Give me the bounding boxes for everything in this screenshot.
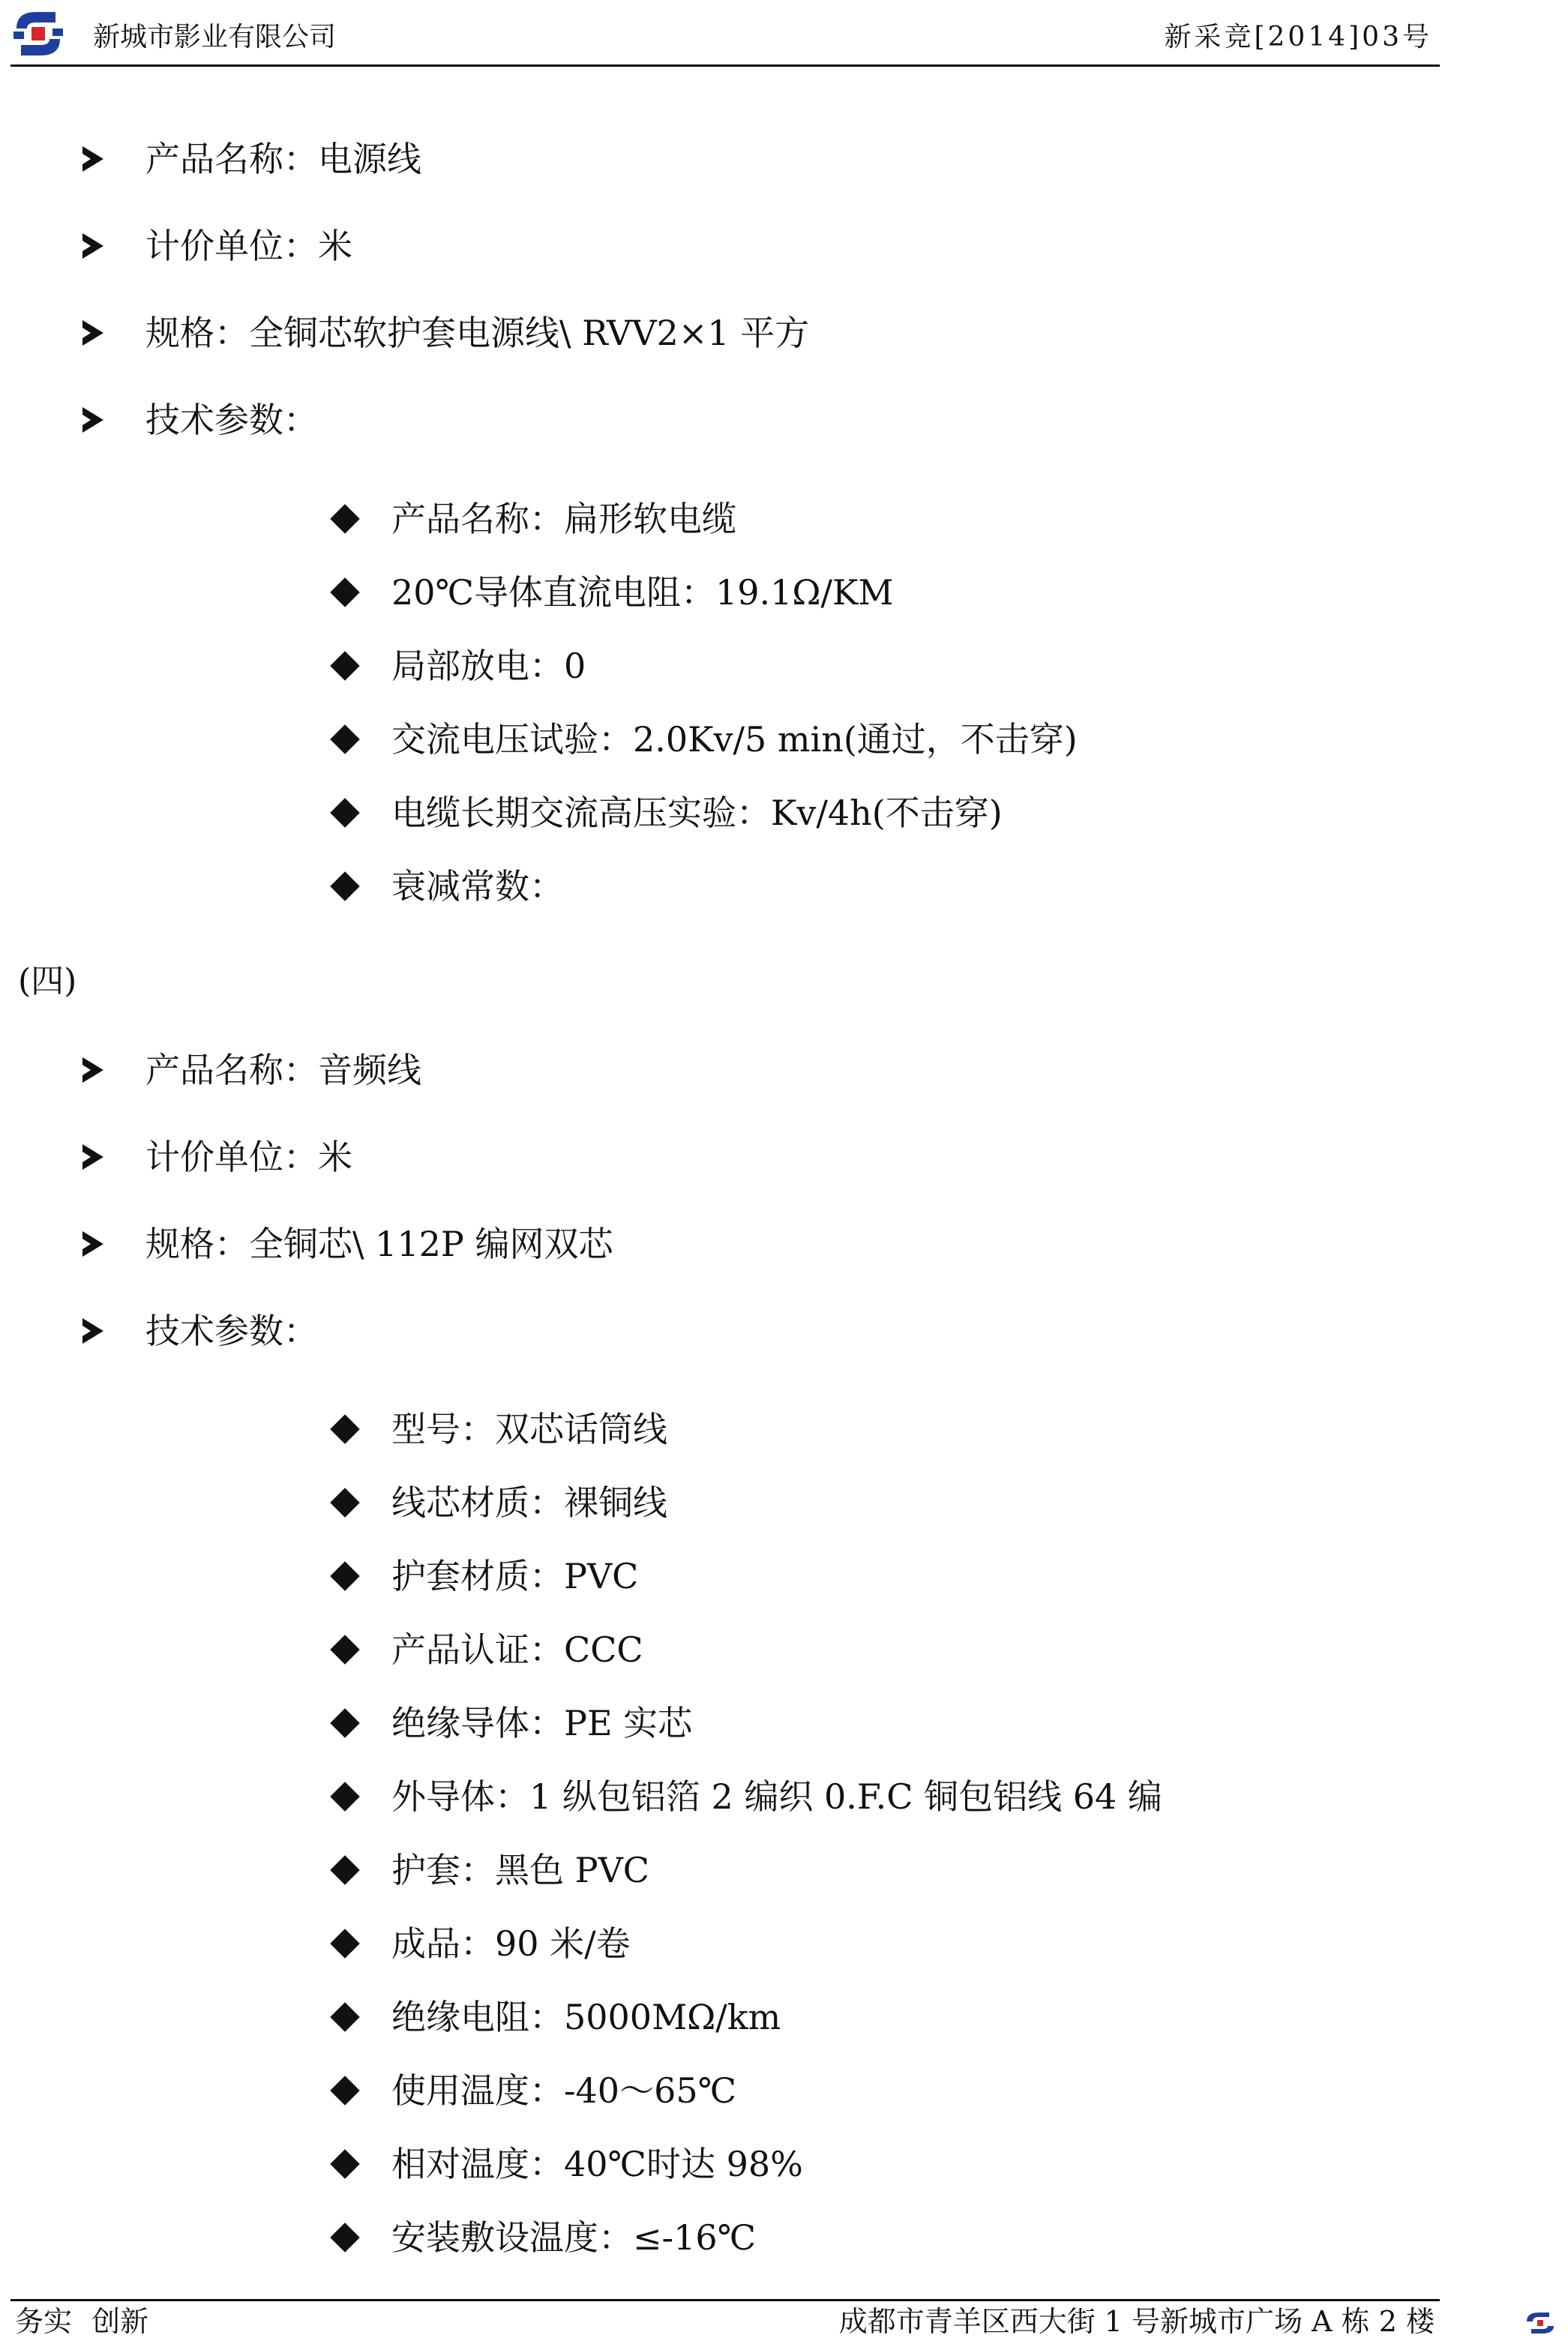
- param-item: 成品：90 米/卷: [391, 1923, 631, 1964]
- diamond-bullet-icon: [330, 798, 360, 828]
- param-item: 型号：双芯话筒线: [391, 1409, 667, 1449]
- param-item: 相对温度：40℃时达 98%: [391, 2144, 803, 2184]
- arrow-bullet-icon: [82, 1318, 103, 1344]
- param-item: 产品认证：CCC: [391, 1629, 643, 1670]
- footer-divider: [10, 2299, 1440, 2301]
- arrow-bullet-icon: [82, 233, 103, 259]
- footer-motto: 务实 创新: [15, 2305, 149, 2338]
- diamond-bullet-icon: [330, 1561, 360, 1591]
- diamond-bullet-icon: [330, 1782, 360, 1812]
- list-item: 产品名称：电源线: [145, 139, 421, 179]
- footer-address: 成都市青羊区西大街 1 号新城市广场 A 栋 2 楼: [838, 2305, 1435, 2338]
- param-item: 绝缘导体：PE 实芯: [391, 1703, 693, 1743]
- param-item: 绝缘电阻：5000MΩ/km: [391, 1997, 781, 2037]
- param-item: 使用温度：-40～65℃: [391, 2070, 737, 2111]
- param-item: 外导体：1 纵包铝箔 2 编织 0.F.C 铜包铝线 64 编: [391, 1776, 1162, 1817]
- list-item: 产品名称：音频线: [145, 1050, 421, 1090]
- arrow-bullet-icon: [82, 1231, 103, 1257]
- diamond-bullet-icon: [330, 1855, 360, 1885]
- section-heading: (四): [18, 962, 77, 1000]
- arrow-bullet-icon: [82, 407, 103, 433]
- param-item: 安装敷设温度：≤-16℃: [391, 2217, 757, 2258]
- list-item: 规格：全铜芯软护套电源线\ RVV2×1 平方: [145, 313, 810, 353]
- arrow-bullet-icon: [82, 320, 103, 346]
- list-item: 计价单位：米: [145, 1137, 352, 1177]
- diamond-bullet-icon: [330, 1708, 360, 1738]
- diamond-bullet-icon: [330, 1488, 360, 1518]
- param-item: 交流电压试验：2.0Kv/5 min(通过，不击穿): [391, 719, 1078, 760]
- list-item: 技术参数：: [145, 400, 318, 440]
- diamond-bullet-icon: [330, 871, 360, 901]
- page-header: [0, 0, 1440, 67]
- diamond-bullet-icon: [330, 2076, 360, 2106]
- arrow-bullet-icon: [82, 1144, 103, 1170]
- watermark-logo-icon: [1519, 2308, 1561, 2338]
- param-item: 护套材质：PVC: [391, 1556, 639, 1596]
- diamond-bullet-icon: [330, 1414, 360, 1444]
- diamond-bullet-icon: [330, 1635, 360, 1665]
- document-number: 新采竞[2014]03号: [1164, 22, 1432, 52]
- diamond-bullet-icon: [330, 577, 360, 607]
- list-item: 规格：全铜芯\ 112P 编网双芯: [145, 1224, 613, 1264]
- param-item: 局部放电：0: [391, 646, 586, 686]
- diamond-bullet-icon: [330, 651, 360, 681]
- diamond-bullet-icon: [330, 2149, 360, 2179]
- param-item: 线芯材质：裸铜线: [391, 1482, 667, 1523]
- param-item: 护套：黑色 PVC: [391, 1850, 649, 1890]
- param-item: 电缆长期交流高压实验：Kv/4h(不击穿): [391, 793, 1003, 833]
- company-logo-icon: [10, 6, 66, 61]
- param-item: 产品名称：扁形软电缆: [391, 499, 736, 539]
- diamond-bullet-icon: [330, 2002, 360, 2032]
- list-item: 技术参数：: [145, 1311, 318, 1351]
- diamond-bullet-icon: [330, 2223, 360, 2253]
- list-item: 计价单位：米: [145, 226, 352, 266]
- diamond-bullet-icon: [330, 1929, 360, 1959]
- diamond-bullet-icon: [330, 504, 360, 534]
- param-item: 20℃导体直流电阻：19.1Ω/KM: [391, 572, 894, 613]
- arrow-bullet-icon: [82, 1057, 103, 1083]
- diamond-bullet-icon: [330, 724, 360, 754]
- arrow-bullet-icon: [82, 146, 103, 172]
- header-divider: [10, 64, 1440, 67]
- param-item: 衰减常数：: [391, 866, 564, 907]
- company-name: 新城市影业有限公司: [93, 22, 337, 52]
